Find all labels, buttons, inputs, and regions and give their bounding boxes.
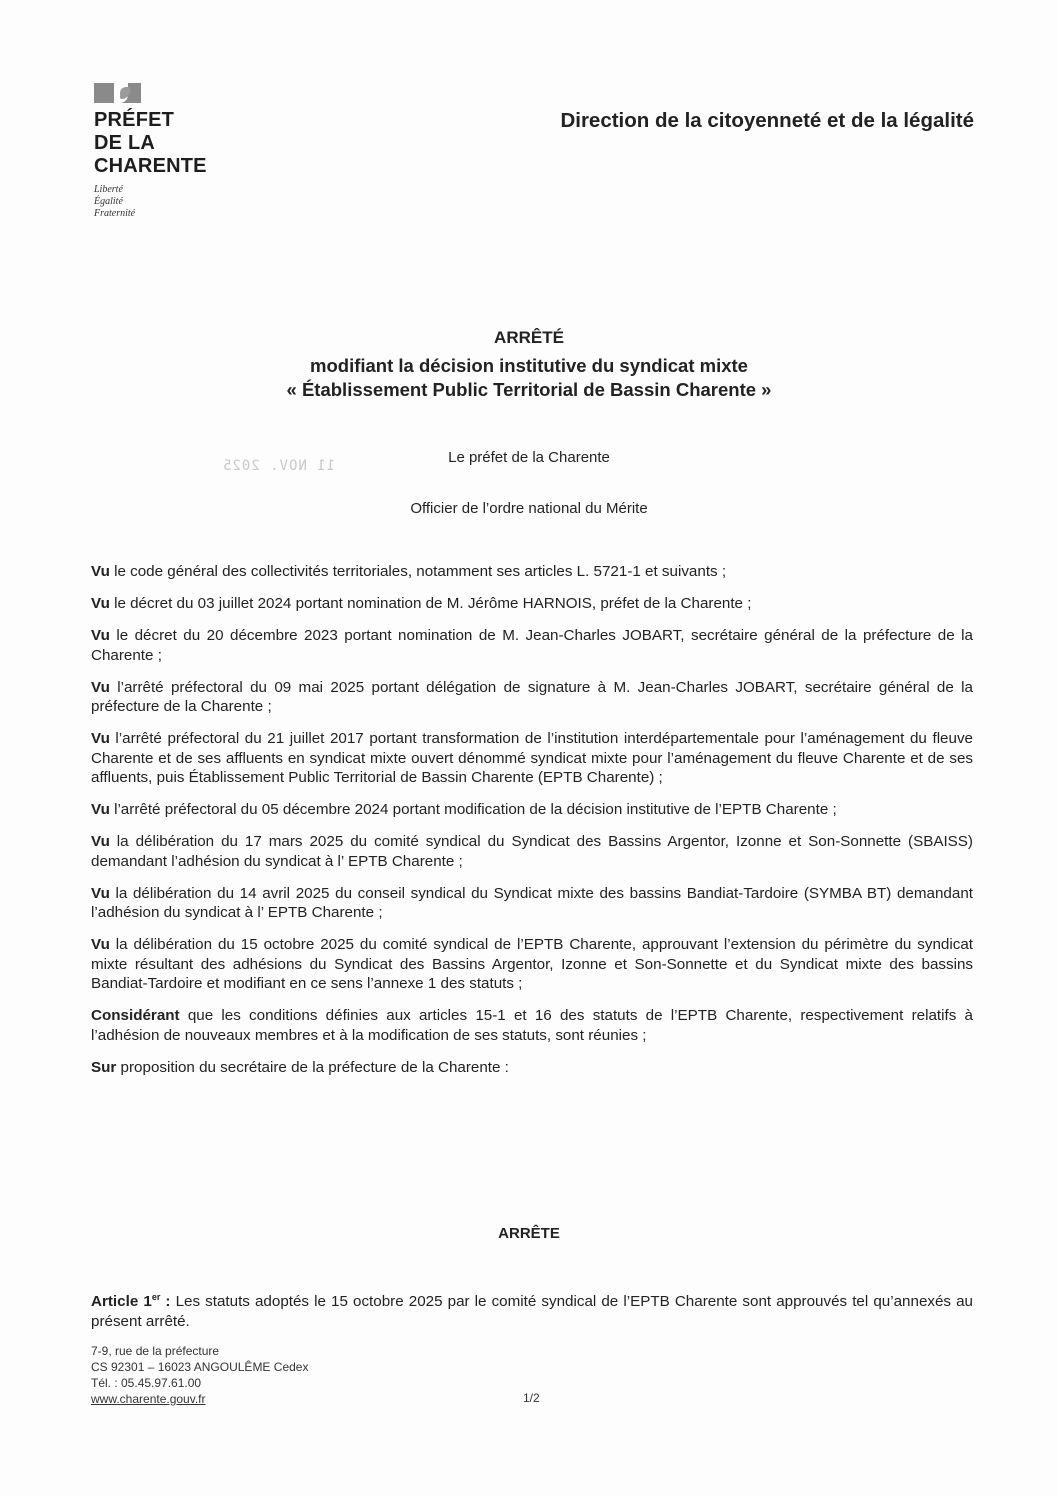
visa-paragraph: Vu la délibération du 15 octobre 2025 du comité syndical de l’EPTB Charente, approuvant l’extension du périmètre du syndicat mixte résultant des adhésions du Syndicat des Bassins Argentor, Izonne et Son-Sonnette et du Syndicat mixte des bassins Bandiat-Tardoire et modifiant en ce sens l’annexe 1 des statuts ; (91, 936, 973, 992)
prefecture-logo (94, 83, 207, 220)
logo-title: PRÉFET DE LA CHARENTE (94, 109, 207, 177)
website-link[interactable]: www.charente.gouv.fr (91, 1392, 206, 1406)
footer-address (91, 1343, 308, 1407)
phone-number: Tél. : 05.45.97.61.00 (91, 1376, 202, 1390)
address-city: CS 92301 – 16023 ANGOULÊME Cedex (91, 1360, 309, 1374)
authority-title: Officier de l’ordre national du Mérite (410, 500, 648, 517)
visas-section (91, 562, 973, 1090)
decree-heading: ARRÊTE (498, 1225, 560, 1242)
republic-motto: Liberté Égalité Fraternité (94, 184, 136, 219)
article-1 (91, 1288, 973, 1331)
marianne-icon (94, 83, 141, 103)
visa-paragraph: Vu le décret du 03 juillet 2024 portant nomination de M. Jérôme HARNOIS, préfet de la Charente ; (91, 595, 752, 612)
address-street: 7-9, rue de la préfecture (91, 1344, 220, 1358)
title-arrete: ARRÊTÉ (494, 328, 564, 347)
proposition-paragraph: Sur proposition du secrétaire de la préfecture de la Charente : (91, 1058, 509, 1076)
visa-paragraph: Vu l’arrêté préfectoral du 05 décembre 2024 portant modification de la décision institutive de l’EPTB Charente ; (91, 801, 837, 818)
visa-paragraph: Vu l’arrêté préfectoral du 21 juillet 2017 portant transformation de l’institution interdépartementale pour l’aménagement du fleuve Charente et de ses affluents en syndicat mixte ouvert dénommé syndicat mixte pour l’aménagement du fleuve Charente et de ses affluents, puis Établissement Public Territorial de Bassin Charente (EPTB Charente) ; (91, 730, 973, 786)
article-text: Les statuts adoptés le 15 octobre 2025 par le comité syndical de l’EPTB Charente sont approuvés tel qu’annexés au présent arrêté. (91, 1293, 974, 1330)
considerant-paragraph: Considérant que les conditions définies aux articles 15-1 et 16 des statuts de l’EPTB Charente, respectivement relatifs à l’adhésion de nouveaux membres et à la modification de ses statuts, sont réunies ; (91, 1007, 973, 1044)
article-label: Article 1er : (91, 1292, 171, 1311)
document-title (0, 326, 1058, 402)
visa-paragraph: Vu le code général des collectivités territoriales, notamment ses articles L. 5721-1 et suivants ; (91, 563, 727, 580)
title-subject: modifiant la décision institutive du syndicat mixte (310, 355, 748, 376)
title-entity: « Établissement Public Territorial de Bassin Charente » (286, 379, 772, 400)
visa-paragraph: Vu la délibération du 17 mars 2025 du comité syndical du Syndicat des Bassins Argentor, Izonne et Son-Sonnette (SBAISS) demandant l’adhésion du syndicat à l’ EPTB Charente ; (91, 833, 973, 870)
direction-heading: Direction de la citoyenneté et de la légalité (560, 109, 974, 132)
visa-paragraph: Vu le décret du 20 décembre 2023 portant nomination de M. Jean-Charles JOBART, secrétaire général de la préfecture de la Charente ; (91, 627, 973, 664)
page-number: 1/2 (523, 1391, 540, 1405)
visa-paragraph: Vu la délibération du 14 avril 2025 du conseil syndical du Syndicat mixte des bassins Bandiat-Tardoire (SYMBA BT) demandant l’adhésion du syndicat à l’ EPTB Charente ; (91, 884, 973, 921)
visa-paragraph: Vu l’arrêté préfectoral du 09 mai 2025 portant délégation de signature à M. Jean-Charles JOBART, secrétaire général de la préfecture de la Charente ; (91, 678, 973, 715)
authority-name: Le préfet de la Charente (448, 449, 610, 466)
date-stamp: 11 NOV. 2025 (222, 458, 336, 474)
